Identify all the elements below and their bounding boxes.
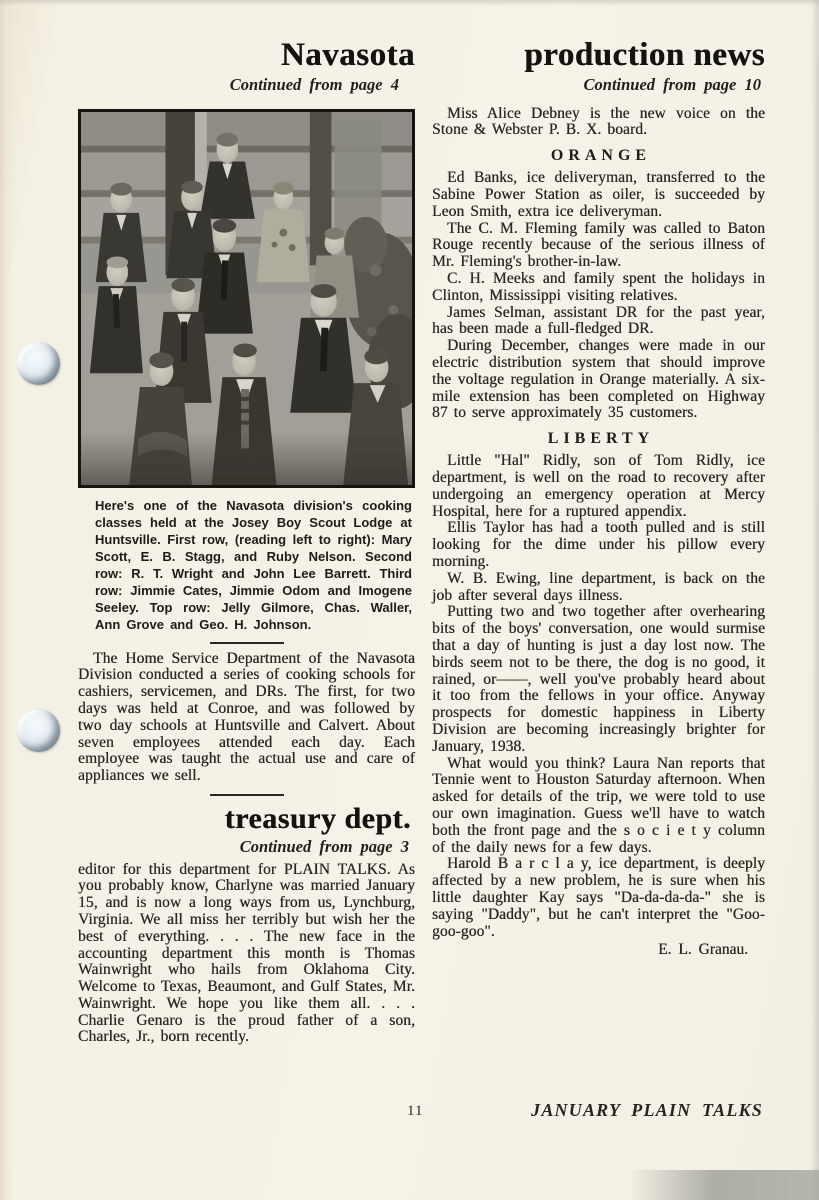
- author-signature: E. L. Granau.: [658, 941, 748, 959]
- section-heading-liberty: LIBERTY: [547, 430, 655, 448]
- paragraph-ed-banks: Ed Banks, ice deliveryman, transferred to the Sabine Power Station as oiler, is succeeded by Leon Smith, extra ice deliveryman.: [432, 169, 765, 220]
- home-service-paragraph: The Home Service Department of the Navasota Division conducted a series of cooking schools for cashiers, servicemen, and DRs. The first, for two days was held at Conroe, and was followed by two day schools at Huntsville and Calvert. About seven employees attended each day. Each employee was taught the actual use and care of appliances we sell.: [78, 649, 415, 785]
- footer-journal-title: JANUARY PLAIN TALKS: [531, 1100, 763, 1120]
- continued-from-page-4: Continued from page 4: [229, 74, 399, 94]
- photo-caption: Here's one of the Navasota division's cooking classes held at the Josey Boy Scout Lodge at Huntsville. First row, (reading left to right): Mary Scott, E. B. Stagg, and Ruby Nelson. Second row: R. T. Wright and John Lee Barrett. Third row: Jimmie Cates, Jimmie Odom and Imogene Seeley. Top row: Jelly Gilmore, Chas. Waller, Ann Grove and Geo. H. Johnson.: [95, 497, 412, 632]
- paragraph-meeks-holidays: C. H. Meeks and family spent the holidays in Clinton, Mississippi visiting relatives.: [432, 270, 765, 304]
- group-photo-illustration: [81, 112, 412, 485]
- paragraph-hunting: Putting two and two together after overhearing bits of the boys' conversation, one would surmise that a day of hunting is just a day lost now. The birds seem not to be there, the dog is no good, it rained, or——, well you've probably heard about it too from the fellows in your office. Anyway prospects for domestic happiness in Liberty Division are becoming increasingly brighter for January, 1938.: [432, 603, 765, 755]
- scan-edge-left: [0, 0, 14, 1200]
- section-divider: [210, 642, 284, 644]
- left-column: [78, 38, 415, 1046]
- page-corner-shadow: [629, 1170, 819, 1200]
- scan-edge-right: [811, 0, 819, 1200]
- treasury-paragraph: editor for this department for PLAIN TALKS. As you probably know, Charlyne was married January 15, and is now a long ways from us, Lynchburg, Virginia. We all miss her terribly but wish her the best of everything. . . . The new face in the accounting department this month is Thomas Wainwright who hails from Oklahoma City. Welcome to Texas, Beaumont, and Gulf States, Mr. Wainwright. We hope you like them all. . . . Charlie Genaro is the proud father of a son, Charles, Jr., born recently.: [78, 860, 415, 1046]
- paragraph-hal-ridly: Little "Hal" Ridly, son of Tom Ridly, ice department, is well on the road to recovery after undergoing an emergency operation at Mercy Hospital, here for a ruptured appendix.: [432, 452, 765, 520]
- continued-from-page-3: Continued from page 3: [239, 836, 409, 856]
- article-heading-treasury-dept: treasury dept.: [224, 802, 411, 836]
- paragraph-alice-debney: Miss Alice Debney is the new voice on the Stone & Webster P. B. X. board.: [432, 104, 765, 139]
- article-heading-navasota: Navasota: [280, 37, 415, 73]
- two-column-layout: [78, 38, 765, 1046]
- continued-from-page-10: Continued from page 10: [583, 74, 761, 94]
- paragraph-laura-nan-tennie: What would you think? Laura Nan reports that Tennie went to Houston Saturday afternoon. When asked for details of the trip, we were told to use our own imagination. Guess we'll have to watch both the front page and the s o c i e t y column of the daily news for a few days.: [432, 754, 765, 856]
- section-heading-orange: ORANGE: [550, 147, 652, 165]
- paragraph-fleming-family: The C. M. Fleming family was called to Baton Rouge recently because of the serious illness of Mr. Fleming's brother-in-law.: [432, 219, 765, 271]
- right-column: [432, 38, 765, 1046]
- scan-edge-top: [0, 0, 819, 6]
- section-divider: [210, 794, 284, 796]
- punch-hole-top: [17, 342, 60, 385]
- paragraph-ellis-taylor: Ellis Taylor has had a tooth pulled and is still looking for the dime under his pillow every morning.: [432, 519, 765, 570]
- paragraph-wb-ewing: W. B. Ewing, line department, is back on the job after several days illness.: [432, 569, 765, 604]
- paragraph-james-selman: James Selman, assistant DR for the past year, has been made a full-fledged DR.: [432, 303, 765, 338]
- page-number: 11: [407, 1103, 424, 1119]
- punch-hole-bottom: [17, 709, 60, 752]
- paragraph-harold-barclay: Harold B a r c l a y, ice department, is deeply affected by a new problem, he is sure when his little daughter Kay says "Da-da-da-da-" she is saying "Daddy", but he can't interpret the "Goo-goo-goo".: [432, 855, 765, 940]
- paragraph-december-changes: During December, changes were made in our electric distribution system that should improve the voltage regulation in Orange materially. A six-mile extension has been completed on Highway 87 to serve approximately 35 customers.: [432, 337, 765, 422]
- group-photo: [78, 109, 415, 488]
- article-heading-production-news: production news: [524, 37, 765, 73]
